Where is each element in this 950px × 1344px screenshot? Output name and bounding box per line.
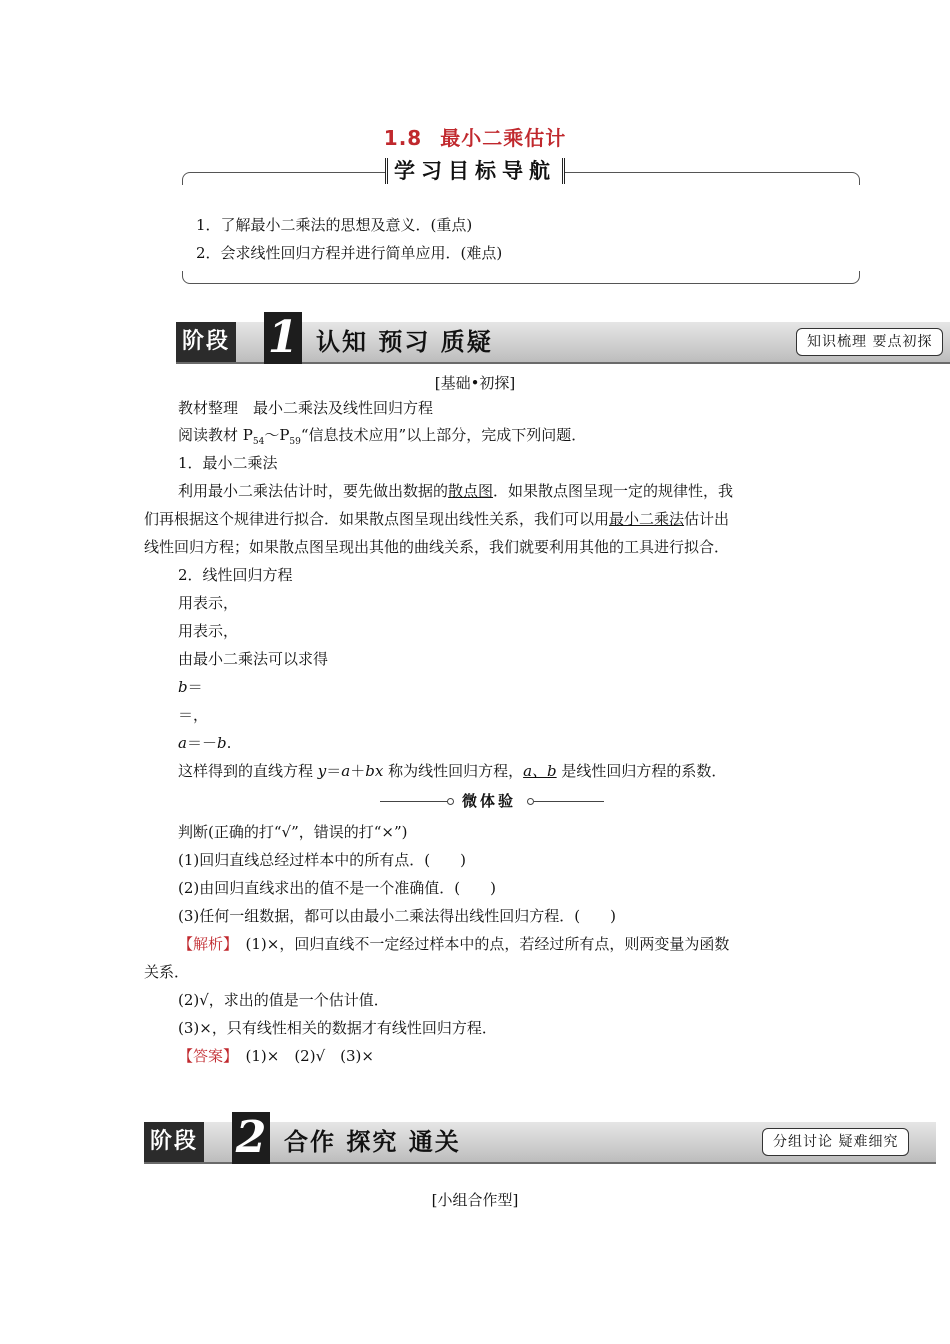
formula-line: 由最小二乘法可以求得 <box>178 650 329 668</box>
stage2-badge: 分组讨论 疑难细究 <box>762 1128 909 1156</box>
stage2-subtitle: [小组合作型] <box>431 1191 519 1209</box>
stage1-banner <box>176 312 950 364</box>
analysis-label: 【解析】 <box>178 935 231 953</box>
stage1-title: 认知 预习 质疑 <box>316 328 493 356</box>
divider-left <box>380 801 448 802</box>
section-number: 1.8 <box>383 126 423 150</box>
blank-answer: 最小二乘法 <box>609 510 685 528</box>
answer-line: 【答案】 (1)× (2)√ (3)× <box>178 1047 374 1065</box>
divider-dot <box>527 798 534 805</box>
judge-instruction: 判断(正确的打“√”，错误的打“×”) <box>178 823 408 841</box>
question-item: (2)由回归直线求出的值不是一个准确值．( ) <box>178 879 496 897</box>
paragraph-line: 线性回归方程；如果散点图呈现出其他的曲线关系，我们就要利用其他的工具进行拟合． <box>144 538 730 556</box>
objective-item: 1．了解最小二乘法的思想及意义．(重点) <box>196 216 473 234</box>
analysis-line: (3)×，只有线性相关的数据才有线性回归方程． <box>178 1019 497 1037</box>
formula-line: 用表示， <box>178 594 239 612</box>
reading-instruction: 阅读教材 $P_{54}\sim P_{59}“$信息技术应用”以上部分，完成下列问题． <box>178 426 587 447</box>
analysis-line: (2)√，求出的值是一个估计值． <box>178 991 389 1009</box>
analysis-line: 【解析】 (1)×，回归直线不一定经过样本中的点，若经过所有点，则两变量为函数 <box>178 935 730 953</box>
page-title <box>0 122 950 151</box>
divider-right <box>534 801 604 802</box>
question-item: (3)任何一组数据，都可以由最小二乘法得出线性回归方程．( ) <box>178 907 616 925</box>
section-title: 最小二乘估计 <box>440 126 567 150</box>
stage1-subtitle: [基础•初探] <box>434 374 516 392</box>
paragraph-line: 利用最小二乘法估计时，要先做出数据的散点图．如果散点图呈现一定的规律性，我 <box>178 482 734 500</box>
formula-line: b＝ <box>178 678 203 696</box>
objective-item: 2．会求线性回归方程并进行简单应用．(难点) <box>196 244 503 262</box>
blank-answer: 散点图 <box>448 482 494 500</box>
stage2-banner <box>144 1112 936 1164</box>
paragraph-line: 这样得到的直线方程 y＝a＋bx 称为线性回归方程，a、b 是线性回归方程的系数． <box>178 762 727 780</box>
micro-heading: 微体验 <box>462 792 517 810</box>
formula-line: a＝－b. <box>178 734 232 752</box>
objectives-heading: 学习目标导航 <box>0 158 950 184</box>
analysis-line: 关系． <box>144 963 190 981</box>
section2-title: 2．线性回归方程 <box>178 566 293 584</box>
divider-dot <box>447 798 454 805</box>
section1-title: 1．最小二乘法 <box>178 454 278 472</box>
blank-answer: a、b <box>523 762 557 780</box>
formula-line: ＝， <box>178 706 209 724</box>
question-item: (1)回归直线总经过样本中的所有点．( ) <box>178 851 466 869</box>
stage1-tag: 阶段 <box>176 322 236 362</box>
answer-label: 【答案】 <box>178 1047 231 1065</box>
material-heading: 教材整理 最小二乘法及线性回归方程 <box>178 399 434 417</box>
paragraph-line: 们再根据这个规律进行拟合．如果散点图呈现出线性关系，我们可以用最小二乘法估计出 <box>144 510 730 528</box>
stage1-number: 1 <box>264 312 302 364</box>
stage1-badge: 知识梳理 要点初探 <box>796 328 943 356</box>
formula-line: 用表示， <box>178 622 239 640</box>
stage2-title: 合作 探究 通关 <box>284 1128 461 1156</box>
stage2-number: 2 <box>232 1112 270 1164</box>
stage2-tag: 阶段 <box>144 1122 204 1162</box>
